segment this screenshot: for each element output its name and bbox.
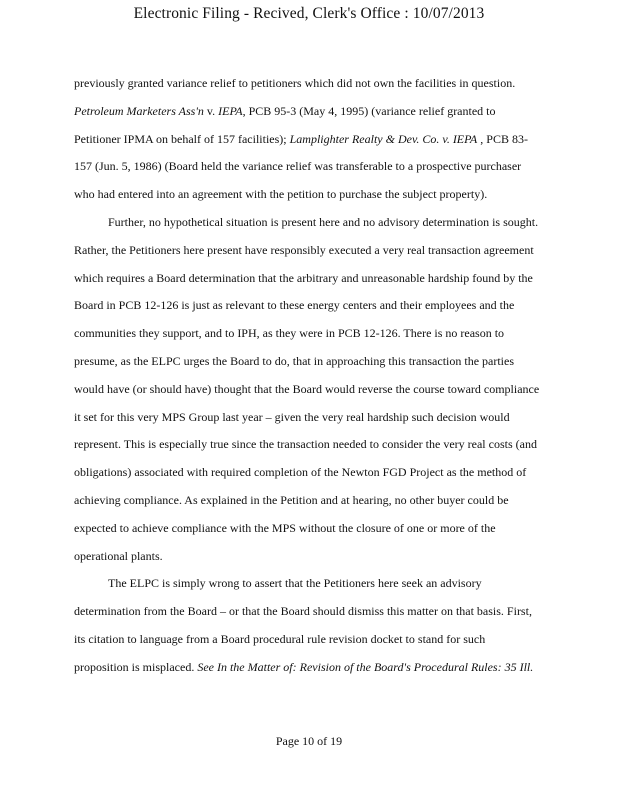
body-line-11: presume, as the ELPC urges the Board to do, that in approaching this transaction the parties — [74, 353, 515, 368]
case-name-iepa: IEPA — [218, 103, 243, 118]
case-name-lamplighter: Lamplighter Realty & Dev. Co. v. IEPA — [289, 131, 478, 146]
body-line-20: determination from the Board – or that the Board should dismiss this matter on that basis. First, — [74, 604, 532, 619]
body-line-9: Board in PCB 12-126 is just as relevant to these energy centers and their employees and the — [74, 298, 515, 313]
body-line-19: The ELPC is simply wrong to assert that the Petitioners here seek an advisory — [108, 576, 482, 591]
document-body — [74, 70, 602, 682]
body-line-6: Further, no hypothetical situation is present here and no advisory determination is sought. — [108, 214, 539, 229]
body-line-15: obligations) associated with required completion of the Newton FGD Project as the method of — [74, 465, 527, 480]
body-line-7: Rather, the Petitioners here present have responsibly executed a very real transaction agreement — [74, 242, 534, 257]
body-line-5: who had entered into an agreement with the petition to purchase the subject property). — [74, 187, 488, 202]
body-line-21: its citation to language from a Board procedural rule revision docket to stand for such — [74, 631, 486, 646]
body-line-1: previously granted variance relief to petitioners which did not own the facilities in question. — [74, 76, 516, 90]
case-name-petroleum-marketers: Petroleum Marketers Ass'n — [74, 103, 204, 118]
body-line-22: proposition is misplaced. See In the Matter of: Revision of the Board's Procedural Rules: 35 Ill. — [74, 659, 534, 674]
citation-procedural-rules: See In the Matter of: Revision of the Board's Procedural Rules: 35 Ill. — [197, 659, 534, 674]
body-line-12: would have (or should have) thought that the Board would reverse the course toward compliance — [74, 381, 540, 396]
body-line-2: Petroleum Marketers Ass'n v. IEPA, PCB 95-3 (May 4, 1995) (variance relief granted to — [74, 103, 496, 118]
body-line-10: communities they support, and to IPH, as they were in PCB 12-126. There is no reason to — [74, 326, 505, 341]
body-line-14: represent. This is especially true since the transaction needed to consider the very real costs (and — [74, 437, 537, 452]
body-line-8: which requires a Board determination that the arbitrary and unreasonable hardship found by the — [74, 270, 533, 285]
body-line-13: it set for this very MPS Group last year – given the very real hardship such decision would — [74, 409, 510, 424]
body-line-18: operational plants. — [74, 548, 163, 563]
page-number: Page 10 of 19 — [275, 734, 343, 748]
body-line-16: achieving compliance. As explained in the Petition and at hearing, no other buyer could be — [74, 492, 509, 507]
body-line-17: expected to achieve compliance with the MPS without the closure of one or more of the — [74, 520, 496, 535]
body-line-3: Petitioner IPMA on behalf of 157 facilities); Lamplighter Realty & Dev. Co. v. IEPA , PCB 83- — [74, 131, 528, 146]
body-line-4: 157 (Jun. 5, 1986) (Board held the variance relief was transferable to a prospective purchaser — [74, 159, 522, 174]
electronic-filing-stamp: Electronic Filing - Recived, Clerk's Office : 10/07/2013 — [133, 5, 485, 22]
